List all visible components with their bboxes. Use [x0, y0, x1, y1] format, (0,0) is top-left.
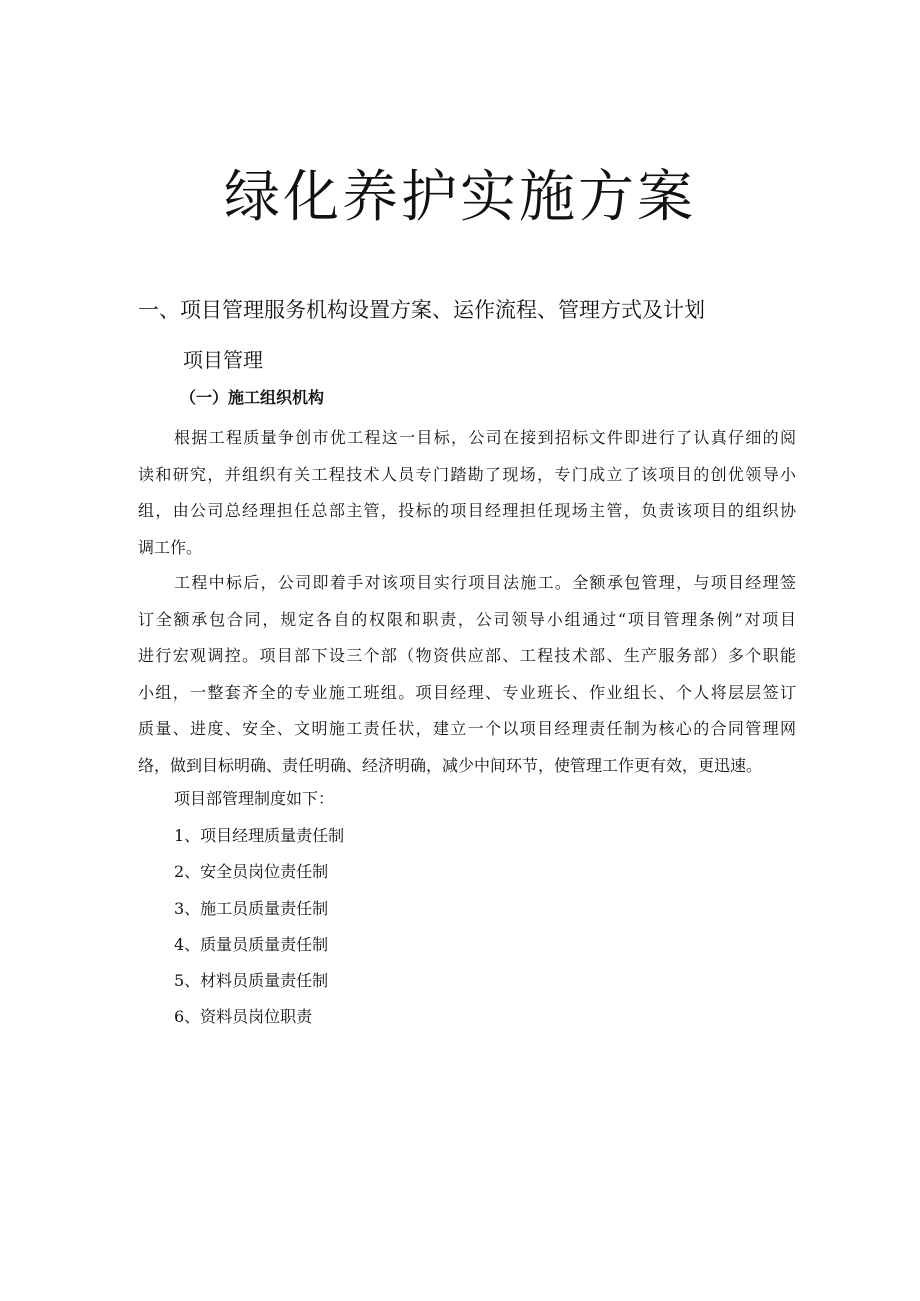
sub-heading: （一）施工组织机构 [180, 388, 325, 407]
list-item: 5、材料员质量责任制 [174, 971, 329, 991]
paragraph-line: 小组，一整套齐全的专业施工班组。项目经理、专业班长、作业组长、个人将层层签订 [138, 682, 796, 702]
section-heading: 一、项目管理服务机构设置方案、运作流程、管理方式及计划 [138, 298, 705, 322]
paragraph-line: 进行宏观调控。项目部下设三个部（物资供应部、工程技术部、生产服务部）多个职能 [138, 646, 796, 665]
paragraph-line: 质量、进度、安全、文明施工责任状，建立一个以项目经理责任制为核心的合同管理网 [138, 719, 796, 738]
paragraph-line: 络，做到目标明确、责任明确、经济明确，减少中间环节，使管理工作更有效，更迅速。 [138, 755, 763, 775]
subsection-heading: 项目管理 [183, 348, 263, 372]
document-title: 绿化养护实施方案 [224, 165, 696, 230]
paragraph-organization [138, 420, 796, 566]
list-intro: 项目部管理制度如下： [174, 789, 335, 808]
paragraph-management [138, 565, 796, 784]
list-item: 3、施工员质量责任制 [174, 898, 329, 918]
list-item: 4、质量员质量责任制 [174, 934, 329, 954]
management-system-list [174, 818, 344, 1036]
paragraph-line: 工程中标后，公司即着手对该项目实行项目法施工。全额承包管理，与项目经理签 [174, 573, 796, 592]
list-item: 1、项目经理质量责任制 [174, 826, 345, 845]
paragraph-line: 读和研究，并组织有关工程技术人员专门踏勘了现场，专门成立了该项目的创优领导小 [138, 464, 796, 484]
paragraph-line: 组，由公司总经理担任总部主管，投标的项目经理担任现场主管，负责该项目的组织协 [138, 501, 796, 520]
list-item: 2、安全员岗位责任制 [174, 862, 329, 882]
paragraph-line: 调工作。 [138, 537, 203, 557]
paragraph-line: 订全额承包合同，规定各自的权限和职责，公司领导小组通过“项目管理条例”对项目 [138, 609, 796, 629]
list-item: 6、资料员岗位职责 [174, 1007, 313, 1027]
paragraph-line: 根据工程质量争创市优工程这一目标，公司在接到招标文件即进行了认真仔细的阅 [174, 428, 796, 447]
